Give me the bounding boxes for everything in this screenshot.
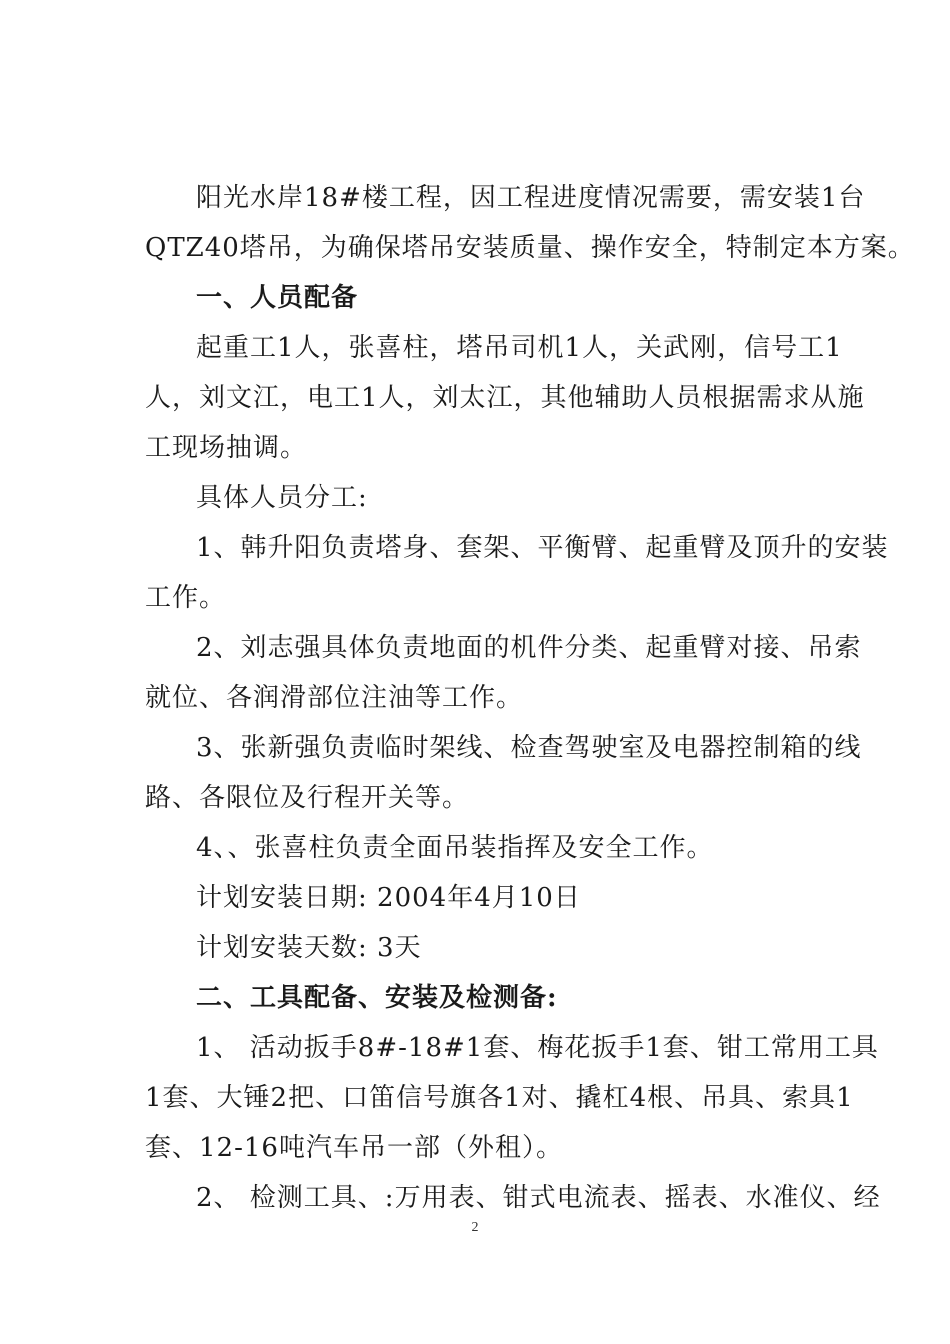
paragraph-personnel-line-3: 工现场抽调。: [145, 433, 308, 463]
list-item-1-line-1: 1、韩升阳负责塔身、套架、平衡臂、起重臂及顶升的安装: [196, 533, 889, 563]
list-item-3-line-1: 3、张新强负责临时架线、检查驾驶室及电器控制箱的线: [196, 733, 862, 763]
list-item-2-line-2: 就位、各润滑部位注油等工作。: [145, 683, 524, 713]
list-item-2-line-1: 2、刘志强具体负责地面的机件分类、起重臂对接、吊索: [196, 633, 862, 663]
paragraph-personnel-line-2: 人，刘文江，电工1人，刘太江，其他辅助人员根据需求从施: [145, 383, 865, 413]
paragraph-intro-line-1: 阳光水岸18#楼工程，因工程进度情况需要，需安装1台: [196, 183, 866, 213]
section-heading-personnel: 一、人员配备: [196, 283, 359, 313]
paragraph-personnel-line-1: 起重工1人，张喜柱，塔吊司机1人，关武刚，信号工1: [196, 333, 843, 363]
tools-item-1-line-3: 套、12-16吨汽车吊一部（外租）。: [145, 1133, 563, 1163]
list-item-4: 4、、张喜柱负责全面吊装指挥及安全工作。: [196, 833, 714, 863]
list-item-3-line-2: 路、各限位及行程开关等。: [145, 783, 470, 813]
page-number: 2: [471, 1220, 479, 1235]
tools-item-2-line-1: 2、 检测工具、:万用表、钳式电流表、摇表、水准仪、经: [196, 1183, 881, 1213]
tools-item-1-line-2: 1套、大锤2把、口笛信号旗各1对、撬杠4根、吊具、索具1: [145, 1083, 854, 1113]
list-item-1-line-2: 工作。: [145, 583, 227, 613]
install-days: 计划安装天数: 3天: [196, 933, 422, 963]
subheading-division: 具体人员分工:: [196, 483, 368, 513]
install-date: 计划安装日期: 2004年4月10日: [196, 883, 581, 913]
tools-item-1-line-1: 1、 活动扳手8#-18#1套、梅花扳手1套、钳工常用工具: [196, 1033, 879, 1063]
section-heading-tools: 二、工具配备、安装及检测备:: [196, 983, 558, 1013]
paragraph-intro-line-2: QTZ40塔吊，为确保塔吊安装质量、操作安全，特制定本方案。: [145, 233, 915, 263]
